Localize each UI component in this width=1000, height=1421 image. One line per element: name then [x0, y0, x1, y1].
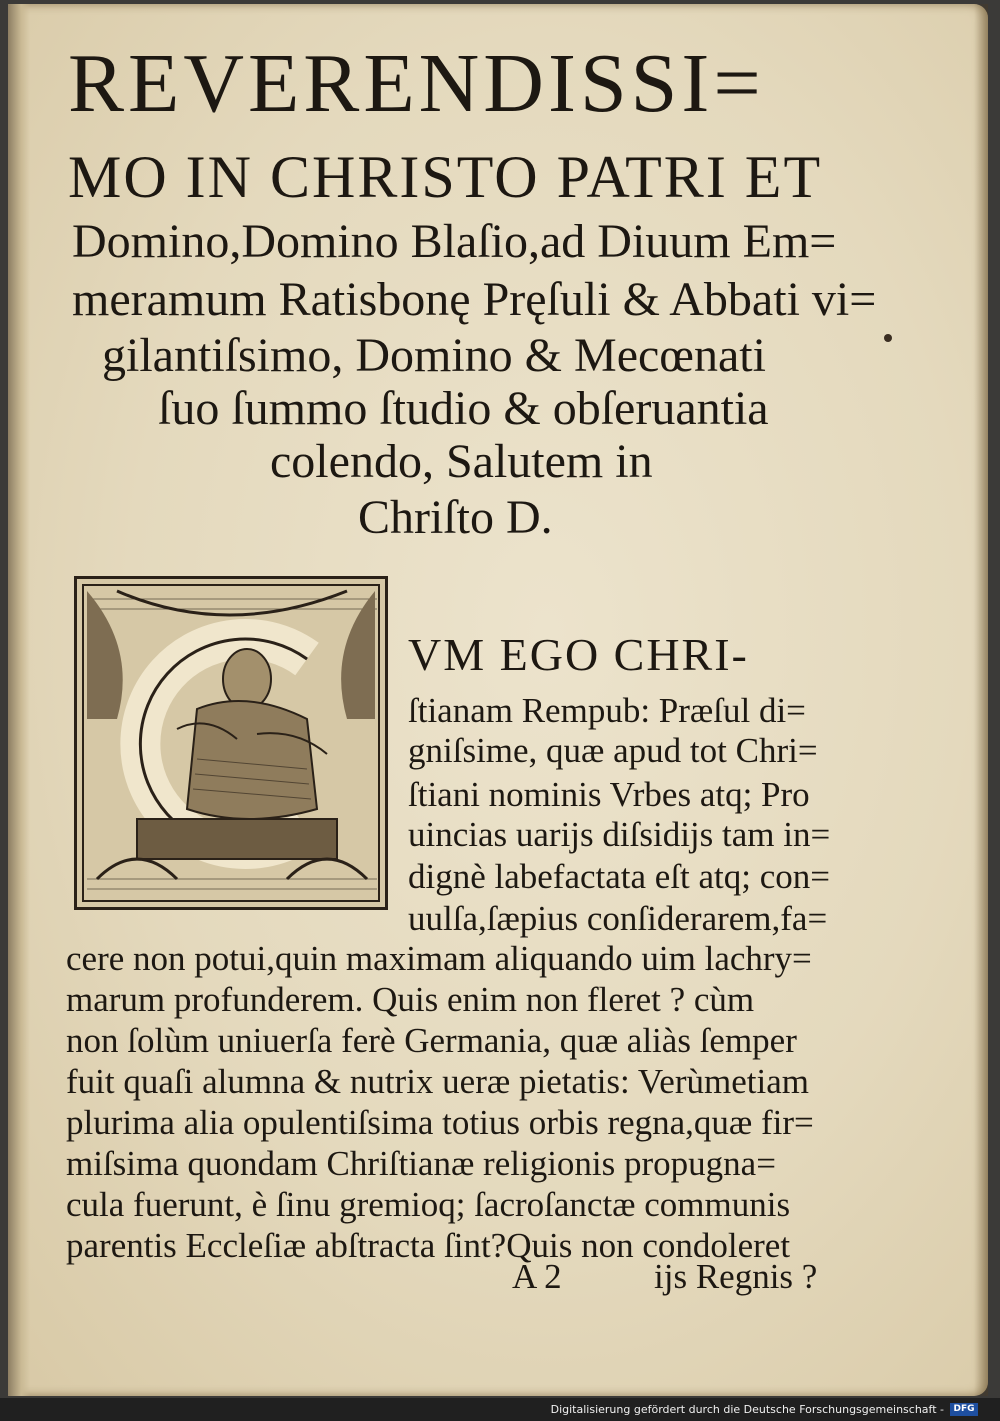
footer-credit: Digitalisierung gefördert durch die Deutsche Forschungsgemeinschaft -	[550, 1403, 944, 1416]
body-line-full: plurima alia opulentiſsima totius orbis regna,quæ fir=	[66, 1103, 814, 1142]
title-line-1: REVERENDISSI=	[68, 37, 765, 130]
body-line-right: uulſa,ſæpius conſiderarem,fa=	[408, 899, 828, 938]
body-line-right: dignè labefactata eſt atq; con=	[408, 857, 831, 896]
body-line-full: miſsima quondam Chriſtianæ religionis propugna=	[66, 1144, 776, 1183]
body-line-full: parentis Eccleſiæ abſtracta ſint?Quis non condoleret	[66, 1226, 791, 1265]
title-line-2: MO IN CHRISTO PATRI ET	[68, 144, 823, 210]
body-line-right: gniſsime, quæ apud tot Chri=	[408, 731, 818, 770]
book-page	[8, 4, 988, 1396]
body-line-full: fuit quaſi alumna & nutrix ueræ pietatis: Verùmetiam	[66, 1062, 809, 1101]
footer-bar	[0, 1398, 1000, 1421]
catchword: ijs Regnis ?	[654, 1257, 818, 1296]
page-edge-shadow	[974, 4, 988, 1396]
body-line-right: ſtianam Rempub: Præſul di=	[408, 691, 806, 730]
body-line-full: cula fuerunt, è ſinu gremioq; ſacroſanctæ communis	[66, 1185, 791, 1224]
body-line-full: non ſolùm uniuerſa ferè Germania, quæ aliàs ſemper	[66, 1021, 797, 1060]
woodcut-illustration	[77, 579, 385, 907]
signature-mark: A 2	[512, 1257, 562, 1296]
title-line-4: meramum Ratisbonę Pręſuli & Abbati vi=	[72, 273, 877, 326]
title-line-6: ſuo ſummo ſtudio & obſeruantia	[158, 382, 769, 435]
body-line-right: ſtiani nominis Vrbes atq; Pro	[408, 775, 810, 814]
ink-speck	[884, 334, 892, 342]
woodcut-initial-c	[74, 576, 388, 910]
body-line-right: VM EGO CHRI-	[408, 629, 749, 680]
title-line-3: Domino,Domino Blaſio,ad Diuum Em=	[72, 215, 837, 268]
title-line-7: colendo, Salutem in	[270, 435, 653, 488]
page-spine-shadow	[8, 4, 30, 1396]
title-line-8: Chriſto D.	[358, 491, 553, 544]
title-line-5: gilantiſsimo, Domino & Mecœnati	[102, 329, 766, 382]
body-line-right: uincias uarijs diſsidijs tam in=	[408, 815, 831, 854]
body-line-full: cere non potui,quin maximam aliquando uim lachry=	[66, 939, 812, 978]
body-line-full: marum profunderem. Quis enim non fleret ? cùm	[66, 980, 755, 1019]
dfg-logo: DFG	[950, 1403, 978, 1416]
